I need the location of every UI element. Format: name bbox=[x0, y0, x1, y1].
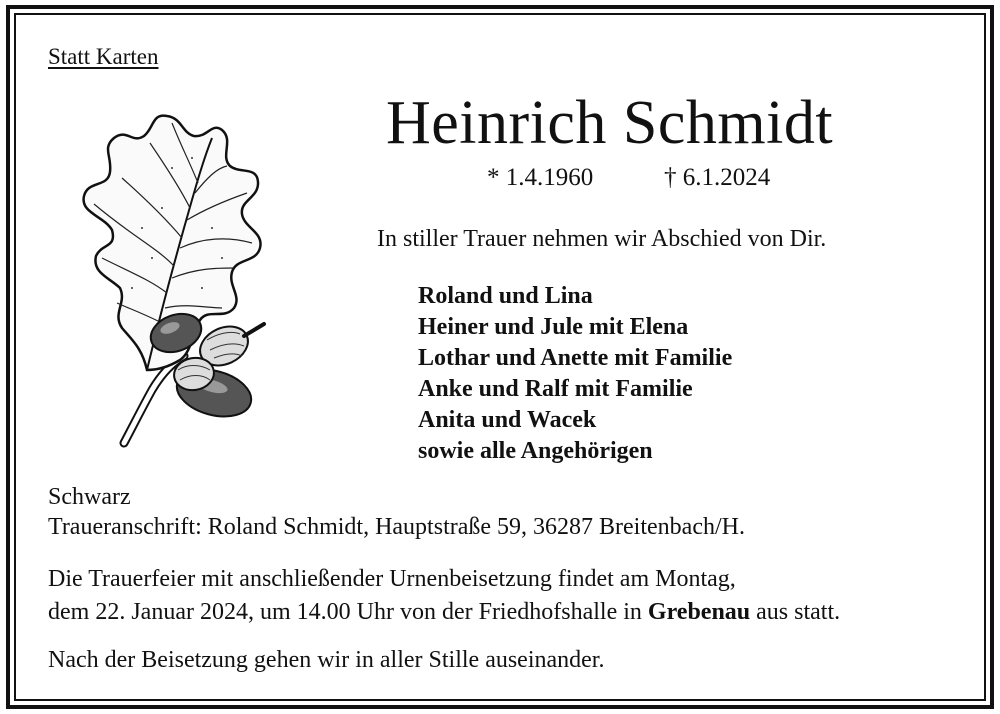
deceased-name: Heinrich Schmidt bbox=[386, 89, 834, 157]
condolence-address: Traueranschrift: Roland Schmidt, Hauptstraße 59, 36287 Breitenbach/H. bbox=[48, 514, 745, 540]
closing-text: Nach der Beisetzung gehen wir in aller Stille auseinander. bbox=[48, 647, 605, 673]
place-name: Schwarz bbox=[48, 484, 131, 510]
mourner-line: Anita und Wacek bbox=[418, 407, 597, 433]
service-line-1: Die Trauerfeier mit anschließender Urnenbeisetzung findet am Montag, bbox=[48, 566, 736, 592]
mourners-list bbox=[418, 281, 732, 467]
birth-date: * 1.4.1960 bbox=[487, 164, 594, 191]
service-line-2 bbox=[48, 599, 840, 626]
mourner-line: Anke und Ralf mit Familie bbox=[418, 376, 693, 402]
oak-leaf-acorn-icon bbox=[72, 108, 272, 453]
service-line-2-start: dem 22. Januar 2024, um 14.00 Uhr von der Friedhofshalle in bbox=[48, 599, 642, 625]
statt-karten-heading: Statt Karten bbox=[48, 44, 159, 69]
farewell-text: In stiller Trauer nehmen wir Abschied von Dir. bbox=[377, 226, 827, 252]
mourner-line: Roland und Lina bbox=[418, 283, 593, 309]
service-location: Grebenau bbox=[647, 599, 751, 625]
service-line-2-end: aus statt. bbox=[756, 599, 841, 625]
mourner-line: Heiner und Jule mit Elena bbox=[418, 314, 689, 340]
death-date: † 6.1.2024 bbox=[664, 164, 771, 191]
mourner-line: sowie alle Angehörigen bbox=[418, 438, 653, 464]
mourner-line: Lothar und Anette mit Familie bbox=[418, 345, 733, 371]
